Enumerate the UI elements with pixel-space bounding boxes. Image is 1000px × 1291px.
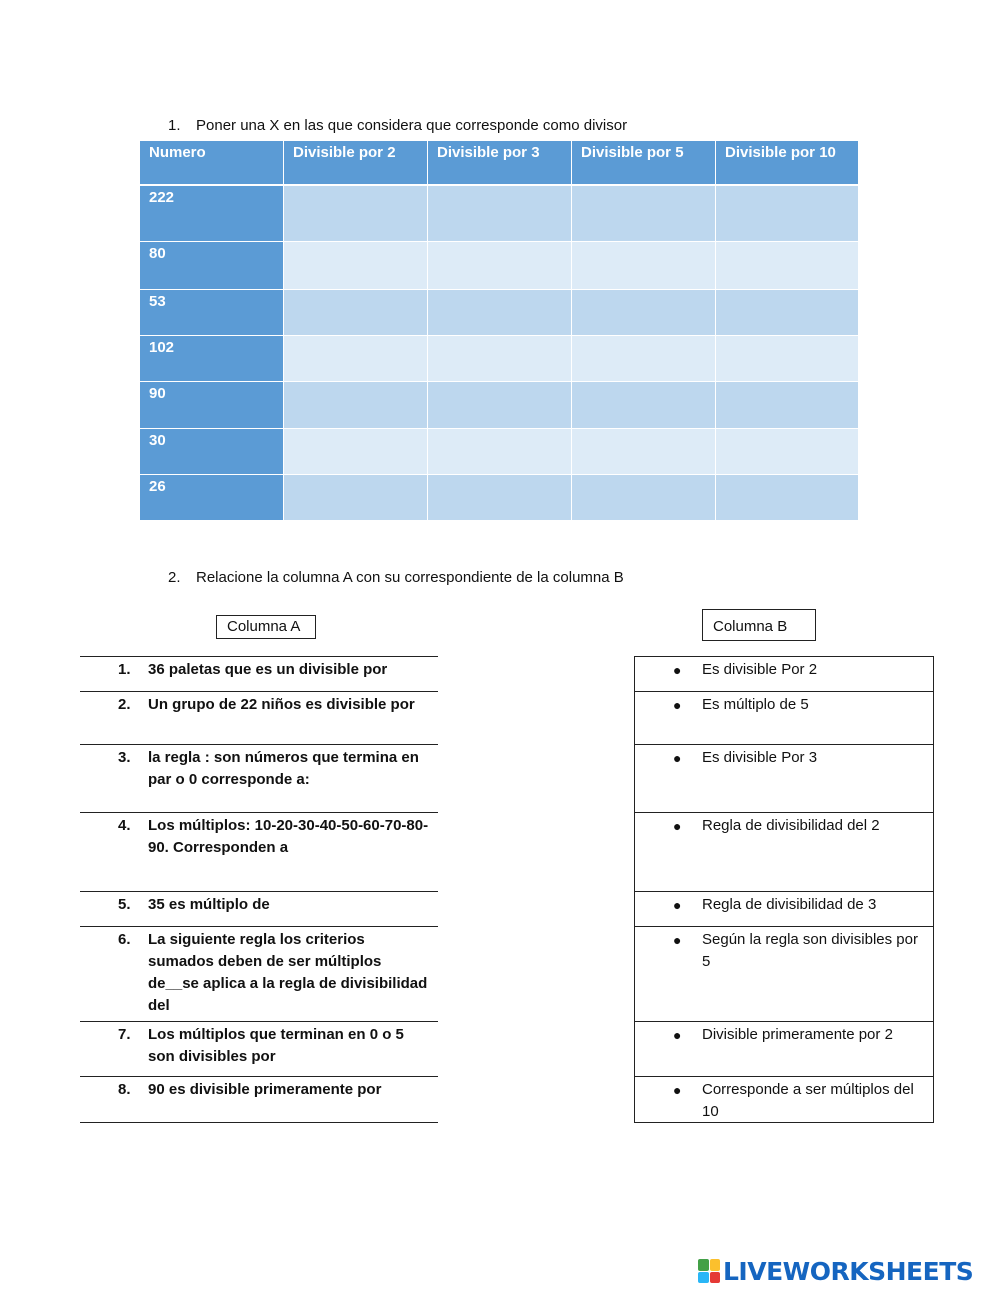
column-a-item[interactable] [80, 745, 438, 813]
logo-badge-cell [710, 1259, 721, 1271]
item-text: 36 paletas que es un divisible por [148, 661, 388, 678]
item-text: Los múltiplos que terminan en 0 o 5 son divisibles por [148, 1026, 404, 1065]
table-header-row [140, 141, 859, 185]
logo-badge-cell [698, 1259, 709, 1271]
item-text: Corresponde a ser múltiplos del 10 [702, 1081, 914, 1120]
logo-badge-cell [710, 1272, 721, 1284]
answer-cell-div10[interactable] [716, 290, 859, 336]
answer-cell-div2[interactable] [284, 242, 428, 290]
answer-cell-div3[interactable] [428, 242, 572, 290]
answer-cell-div5[interactable] [572, 185, 716, 242]
answer-cell-div5[interactable] [572, 382, 716, 429]
item-number: 4. [118, 817, 131, 834]
table-row [140, 429, 859, 475]
column-b-list [634, 656, 934, 1123]
column-b-label: Columna B [702, 609, 816, 641]
column-a-item[interactable] [80, 692, 438, 745]
answer-cell-div5[interactable] [572, 336, 716, 382]
table-row [140, 336, 859, 382]
table-row [140, 382, 859, 429]
answer-cell-div10[interactable] [716, 242, 859, 290]
item-number: 3. [118, 749, 131, 766]
liveworksheets-logo [698, 1256, 973, 1286]
answer-cell-div3[interactable] [428, 290, 572, 336]
table-row [140, 290, 859, 336]
item-text: Divisible primeramente por 2 [702, 1026, 893, 1043]
answer-cell-div10[interactable] [716, 475, 859, 521]
bullet-icon: ● [673, 932, 682, 948]
column-a-label: Columna A [216, 615, 316, 639]
item-number: 2. [118, 696, 131, 713]
answer-cell-div5[interactable] [572, 429, 716, 475]
bullet-icon: ● [673, 818, 682, 834]
item-number: 7. [118, 1026, 131, 1043]
column-b-item[interactable] [634, 1022, 934, 1077]
column-b-item[interactable] [634, 745, 934, 813]
row-number: 26 [140, 475, 284, 521]
item-number: 1. [118, 661, 131, 678]
column-b-item[interactable] [634, 813, 934, 892]
column-a-item[interactable] [80, 1022, 438, 1077]
answer-cell-div10[interactable] [716, 429, 859, 475]
item-text: 90 es divisible primeramente por [148, 1081, 382, 1098]
bullet-icon: ● [673, 1082, 682, 1098]
column-b-item[interactable] [634, 657, 934, 692]
column-a-item[interactable] [80, 927, 438, 1022]
item-number: 8. [118, 1081, 131, 1098]
logo-badge-cell [698, 1272, 709, 1284]
row-number: 53 [140, 290, 284, 336]
row-number: 102 [140, 336, 284, 382]
answer-cell-div2[interactable] [284, 290, 428, 336]
column-b-item[interactable] [634, 1077, 934, 1123]
table-row [140, 185, 859, 242]
item-text: Es divisible Por 2 [702, 661, 818, 678]
item-number: 6. [118, 931, 131, 948]
question-2-instruction [168, 569, 624, 586]
column-a-item[interactable] [80, 813, 438, 892]
header-divisible-3: Divisible por 3 [428, 141, 572, 185]
bullet-icon: ● [673, 750, 682, 766]
row-number: 80 [140, 242, 284, 290]
answer-cell-div10[interactable] [716, 336, 859, 382]
header-divisible-5: Divisible por 5 [572, 141, 716, 185]
header-divisible-2: Divisible por 2 [284, 141, 428, 185]
answer-cell-div3[interactable] [428, 475, 572, 521]
question-1-number: 1. [168, 117, 181, 134]
answer-cell-div2[interactable] [284, 336, 428, 382]
row-number: 30 [140, 429, 284, 475]
item-number: 5. [118, 896, 131, 913]
answer-cell-div10[interactable] [716, 382, 859, 429]
bullet-icon: ● [673, 697, 682, 713]
answer-cell-div3[interactable] [428, 382, 572, 429]
column-b-item[interactable] [634, 892, 934, 927]
divisibility-table [139, 140, 859, 521]
item-text: Un grupo de 22 niños es divisible por [148, 696, 415, 713]
column-b-item[interactable] [634, 692, 934, 745]
item-text: Regla de divisibilidad del 2 [702, 817, 880, 834]
answer-cell-div10[interactable] [716, 185, 859, 242]
item-text: Es múltiplo de 5 [702, 696, 809, 713]
column-a-list [80, 656, 438, 1123]
answer-cell-div3[interactable] [428, 429, 572, 475]
column-b-item[interactable] [634, 927, 934, 1022]
column-a-item[interactable] [80, 892, 438, 927]
answer-cell-div2[interactable] [284, 429, 428, 475]
logo-badge-icon [698, 1259, 720, 1283]
answer-cell-div2[interactable] [284, 185, 428, 242]
answer-cell-div5[interactable] [572, 290, 716, 336]
answer-cell-div3[interactable] [428, 336, 572, 382]
header-divisible-10: Divisible por 10 [716, 141, 859, 185]
answer-cell-div2[interactable] [284, 475, 428, 521]
bullet-icon: ● [673, 1027, 682, 1043]
row-number: 222 [140, 185, 284, 242]
item-text: Es divisible Por 3 [702, 749, 818, 766]
bullet-icon: ● [673, 662, 682, 678]
answer-cell-div3[interactable] [428, 185, 572, 242]
answer-cell-div2[interactable] [284, 382, 428, 429]
column-a-item[interactable] [80, 657, 438, 692]
item-text: Según la regla son divisibles por 5 [702, 931, 918, 970]
item-text: Los múltiplos: 10-20-30-40-50-60-70-80-90. Corresponden a [148, 817, 429, 856]
answer-cell-div5[interactable] [572, 242, 716, 290]
item-text: La siguiente regla los criterios sumados deben de ser múltiplos de__se aplica a la regla de divisibilidad del [148, 931, 428, 1014]
answer-cell-div5[interactable] [572, 475, 716, 521]
table-row [140, 475, 859, 521]
table-row [140, 242, 859, 290]
item-text: 35 es múltiplo de [148, 896, 270, 913]
question-2-number: 2. [168, 569, 181, 586]
bullet-icon: ● [673, 897, 682, 913]
question-1-text: Poner una X en las que considera que corresponde como divisor [196, 117, 628, 134]
column-a-item[interactable] [80, 1077, 438, 1123]
item-text: Regla de divisibilidad de 3 [702, 896, 877, 913]
row-number: 90 [140, 382, 284, 429]
header-numero: Numero [140, 141, 284, 185]
item-text: la regla : son números que termina en par o 0 corresponde a: [148, 749, 419, 788]
question-2-text: Relacione la columna A con su correspondiente de la columna B [196, 569, 624, 586]
logo-text: LIVEWORKSHEETS [723, 1256, 974, 1286]
question-1-instruction [168, 117, 627, 134]
